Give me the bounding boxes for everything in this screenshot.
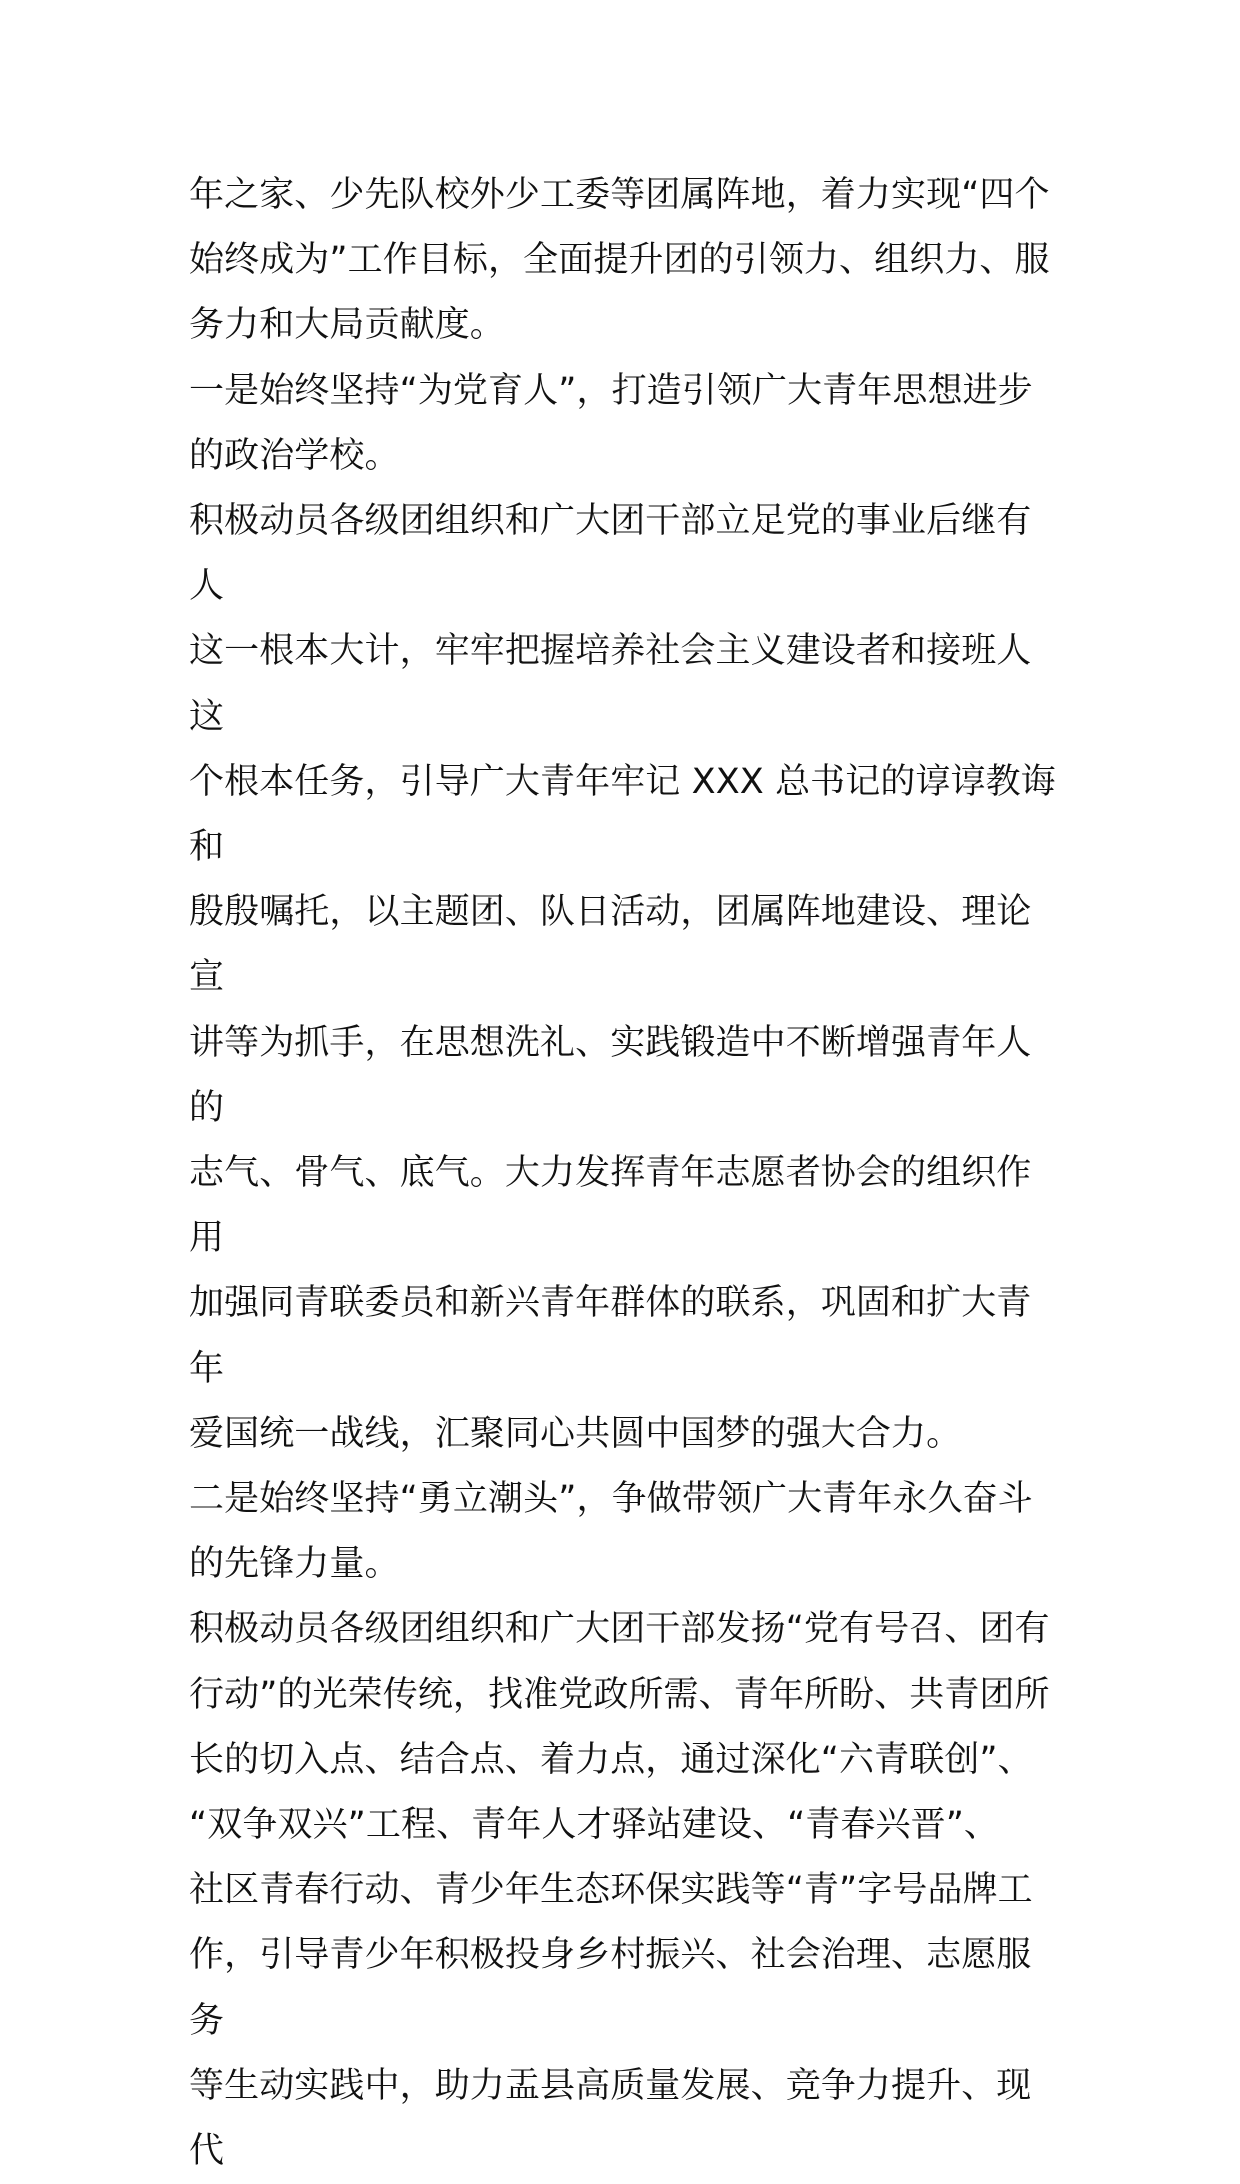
paragraph-intro-continuation: 年之家、少先队校外少工委等团属阵地，着力实现“四个 始终成为”工作目标，全面提升团的引领力、组织力、服 务力和大局贡献度。 — [189, 175, 1050, 346]
document-body — [189, 163, 1057, 2184]
section-heading-one: 一是始终坚持“为党育人”，打造引领广大青年思想进步 的政治学校。 — [189, 370, 1033, 476]
paragraph-section-one-body: 积极动员各级团组织和广大团干部立足党的事业后继有人 这一根本大计，牢牢把握培养社会主义建设者和接班人这 个根本任务，引导广大青年牢记 XXX 总书记的谆谆教诲和 殷殷嘱托，以主题团、队日活动，团属阵地建设、理论宣 讲等为抓手，在思想洗礼、实践锻造中不断增强青年人的 志气、骨气、底气。大力发挥青年志愿者协会的组织作用 加强同青联委员和新兴青年群体的联系，巩固和扩大青年 爱国统一战线，汇聚同心共圆中国梦的强大合力。 — [189, 501, 1056, 1454]
paragraph-section-two-body: 积极动员各级团组织和广大团干部发扬“党有号召、团有 行动”的光荣传统，找准党政所需、青年所盼、共青团所 长的切入点、结合点、着力点，通过深化“六青联创”、 “双争双兴”工程、青年人才驿站建设、“青春兴晋”、 社区青春行动、青少年生态环保实践等“青”字号品牌工 作，引导青少年积极投身乡村振兴、社会治理、志愿服务 等生动实践中，助力盂县高质量发展、竞争力提升、现代 — [189, 1609, 1050, 2172]
section-heading-two: 二是始终坚持“勇立潮头”，争做带领广大青年永久奋斗 的先锋力量。 — [189, 1479, 1033, 1585]
